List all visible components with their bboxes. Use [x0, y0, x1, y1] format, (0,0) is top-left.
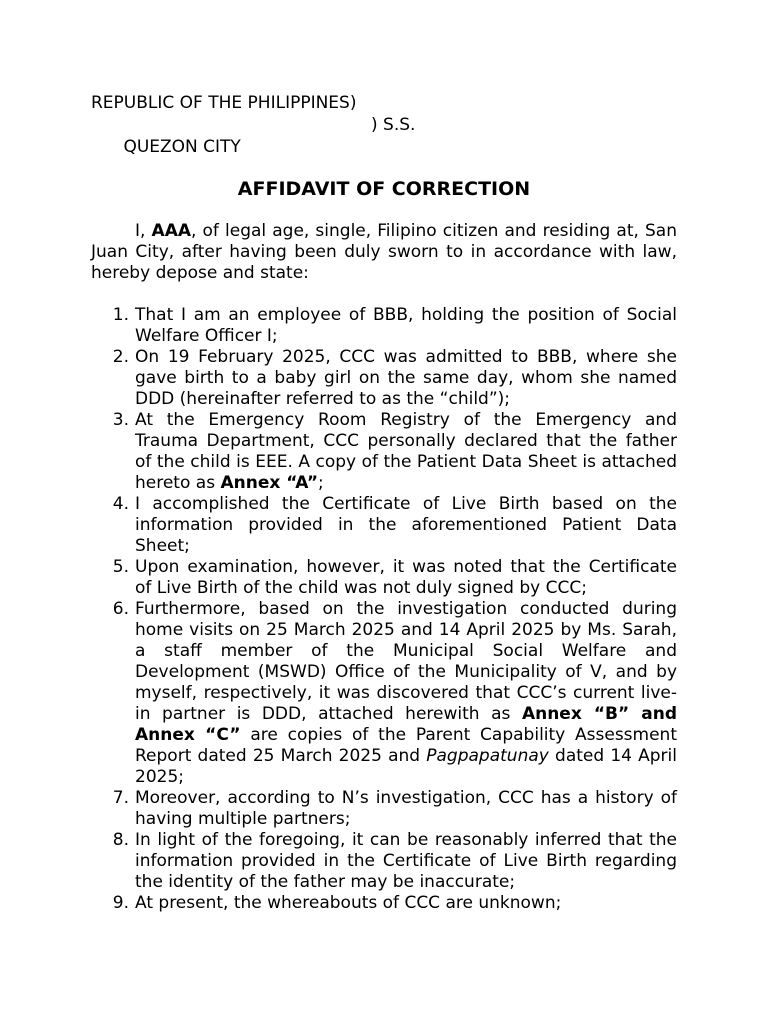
statement-item: [91, 599, 677, 788]
item-text: On 19 February 2025, CCC was admitted to BBB, where she gave birth to a baby girl on the same day, whom she named DDD (hereinafter referred to as the “child”);: [135, 347, 677, 409]
statement-item: [91, 830, 677, 893]
intro-pre: I,: [135, 221, 152, 241]
item-number: 2.: [112, 347, 129, 367]
item-number: 3.: [112, 410, 129, 430]
venue-country: REPUBLIC OF THE PHILIPPINES): [91, 93, 357, 113]
document-title: AFFIDAVIT OF CORRECTION: [237, 178, 531, 200]
pagpapatunay-term: Pagpapatunay: [426, 746, 549, 766]
intro-post: , of legal age, single, Filipino citizen and residing at, San Juan City, after having been duly sworn to in accordance with law, hereby depose and state:: [91, 221, 677, 283]
statement-item: [91, 788, 677, 830]
statement-item: [91, 557, 677, 599]
item-number: 7.: [112, 788, 129, 808]
item-text: That I am an employee of BBB, holding the position of Social Welfare Officer I;: [135, 305, 677, 346]
venue-ss: ) S.S.: [371, 115, 416, 135]
affiant-name: AAA: [151, 221, 192, 241]
item-text-part: are copies of the Parent Capability Assessment Report dated 25 March 2025 and: [135, 725, 677, 766]
venue-city-row: [91, 114, 416, 157]
venue-city: QUEZON CITY: [123, 137, 241, 157]
item-text: I accomplished the Certificate of Live Birth based on the information provided in the aforementioned Patient Data Sheet;: [135, 494, 677, 556]
statement-item: [91, 305, 677, 347]
item-number: 5.: [112, 557, 129, 577]
annex-a-label: Annex “A”: [220, 473, 318, 493]
statement-item: [91, 494, 677, 557]
item-text-part: ;: [318, 473, 324, 493]
item-number: 8.: [112, 830, 129, 850]
statement-item: [91, 893, 677, 914]
annex-bc-label: Annex “B” and Annex “C”: [135, 704, 677, 745]
item-number: 1.: [112, 305, 129, 325]
item-text: Moreover, according to N’s investigation, CCC has a history of having multiple partners;: [135, 788, 677, 829]
item-text: At present, the whereabouts of CCC are unknown;: [135, 893, 562, 913]
statement-item: [91, 347, 677, 410]
item-text: [135, 410, 677, 494]
statement-list: [91, 305, 677, 914]
item-text-part: dated 14 April 2025;: [135, 746, 677, 787]
item-text: [135, 599, 677, 788]
statement-item: [91, 410, 677, 494]
item-text-part: At the Emergency Room Registry of the Emergency and Trauma Department, CCC personally declared that the father of the child is EEE. A copy of the Patient Data Sheet is attached hereto as: [135, 410, 677, 493]
item-number: 9.: [112, 893, 129, 913]
intro-paragraph: [91, 221, 677, 284]
venue-block: [91, 92, 416, 157]
item-text: In light of the foregoing, it can be reasonably inferred that the information provided in the Certificate of Live Birth regarding the identity of the father may be inaccurate;: [135, 830, 677, 892]
item-text: Upon examination, however, it was noted that the Certificate of Live Birth of the child was not duly signed by CCC;: [135, 557, 677, 598]
item-number: 6.: [112, 599, 129, 619]
item-text-part: Furthermore, based on the investigation conducted during home visits on 25 March 2025 and 14 April 2025 by Ms. Sarah, a staff member of the Municipal Social Welfare and Development (MSWD) Office of the Municipality of V, and by myself, respectively, it was discovered that CCC’s current live-in partner is DDD, attached herewith as: [135, 599, 677, 724]
item-number: 4.: [112, 494, 129, 514]
